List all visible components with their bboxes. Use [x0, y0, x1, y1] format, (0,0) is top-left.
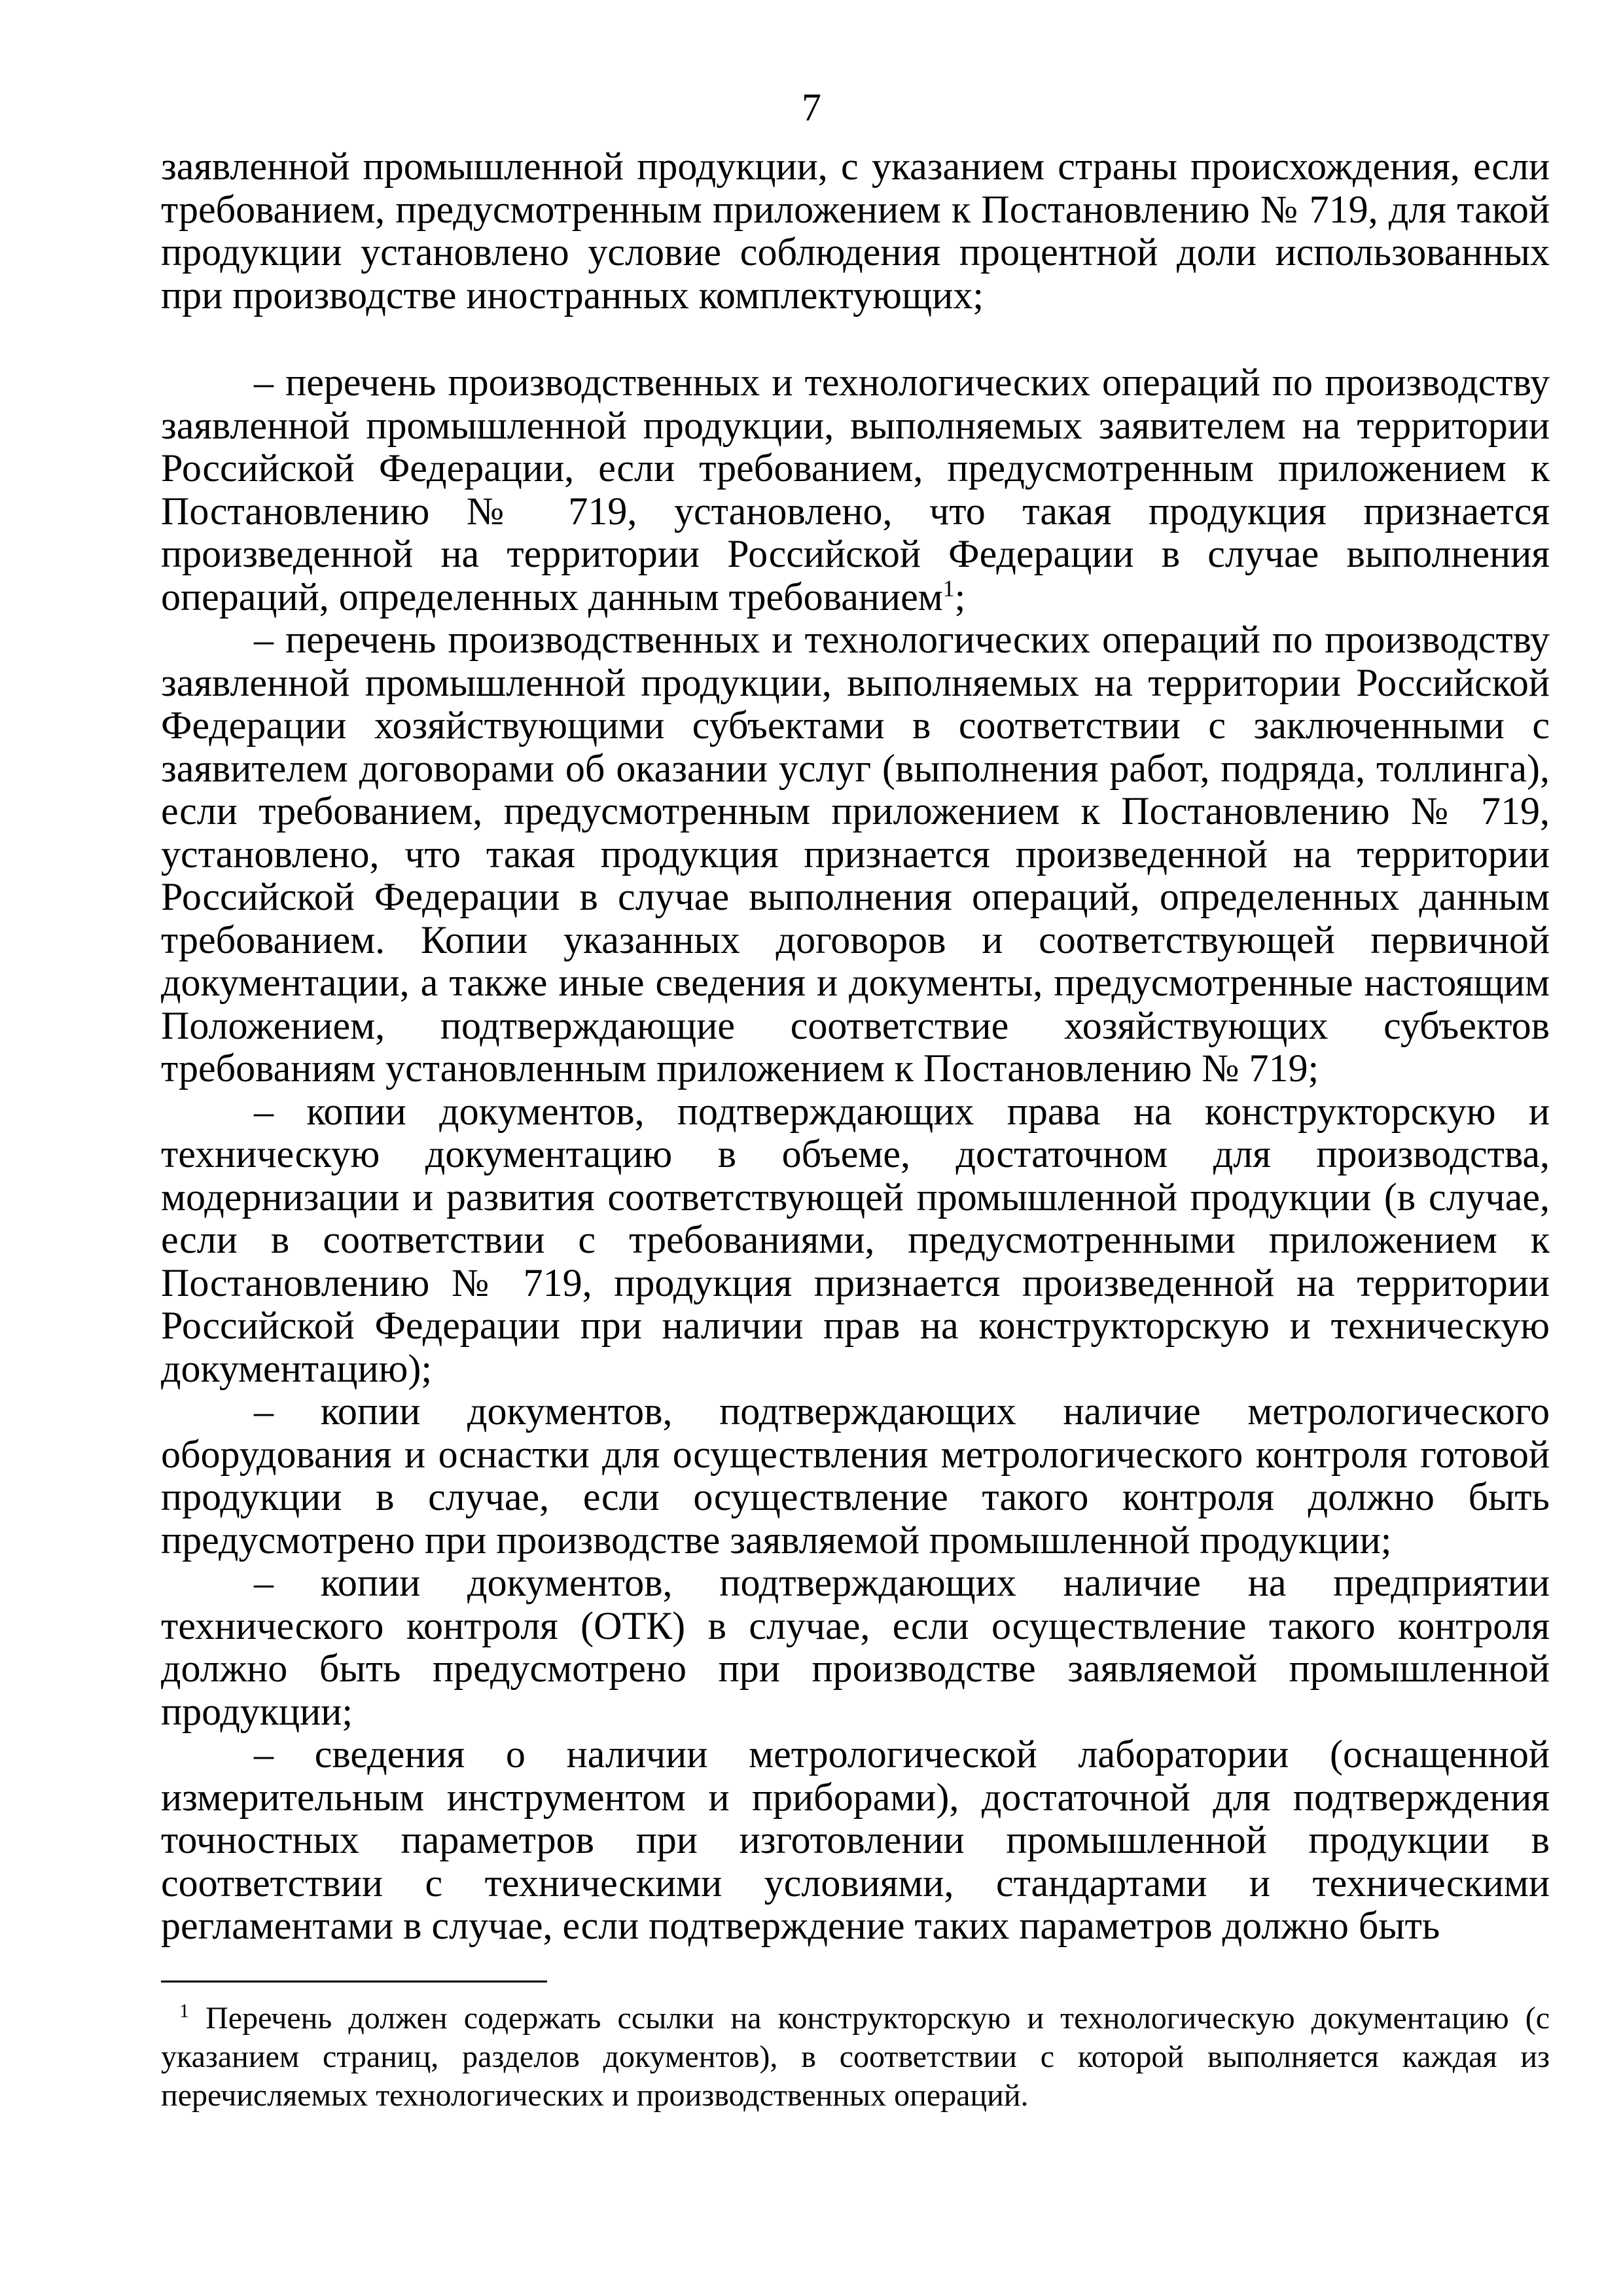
list-item-tail: ; [954, 575, 966, 619]
list-item-metrology-equipment: – копии документов, подтверждающих наличие метрологического оборудования и оснастки для осуществления метрологического контроля готовой продукции в случае, если осуществление такого контроля должно быть предусмотрено при производстве заявляемой промышленной продукции; [161, 1390, 1550, 1562]
footnote-marker: 1 [179, 2000, 189, 2022]
page-number: 7 [802, 86, 821, 129]
list-item-operations-by-contractors: – перечень производственных и технологических операций по производству заявленной промышленной продукции, выполняемых на территории Российской Федерации хозяйствующими субъектами в соответствии с заключенными с заявителем договорами об оказании услуг (выполнения работ, подряда, толлинга), если требованием, предусмотренным приложением к Постановлению № 719, установлено, что такая продукция признается произведенной на территории Российской Федерации в случае выполнения операций, определенных данным требованием. Копии указанных договоров и соответствующей первичной документации, а также иные сведения и документы, предусмотренные настоящим Положением, подтверждающие соответствие хозяйствующих субъектов требованиям установленным приложением к Постановлению № 719; [161, 618, 1550, 1090]
continuation-paragraph: заявленной промышленной продукции, с указанием страны происхождения, если требованием, предусмотренным приложением к Постановлению № 719, для такой продукции установлено условие соблюдения процентной доли использованных при производстве иностранных комплектующих; [161, 145, 1550, 317]
footnote-reference: 1 [942, 575, 955, 601]
list-item-operations-by-applicant [161, 361, 1550, 619]
list-item-technical-control: – копии документов, подтверждающих наличие на предприятии технического контроля (ОТК) в случае, если осуществление такого контроля должно быть предусмотрено при производстве заявляемой промышленной продукции; [161, 1561, 1550, 1733]
footnote [161, 1999, 1550, 2115]
list-item-metrology-laboratory: – сведения о наличии метрологической лаборатории (оснащенной измерительным инструментом и приборами), достаточной для подтверждения точностных параметров при изготовлении промышленной продукции в соответствии с техническими условиями, стандартами и техническими регламентами в случае, если подтверждение таких параметров должно быть [161, 1732, 1550, 1947]
document-body [161, 145, 1550, 1948]
list-item-design-documentation-rights: – копии документов, подтверждающих права на конструкторскую и техническую документацию в объеме, достаточном для производства, модернизации и развития соответствующей промышленной продукции (в случае, если в соответствии с требованиями, предусмотренными приложением к Постановлению № 719, продукция признается произведенной на территории Российской Федерации при наличии прав на конструкторскую и техническую документацию); [161, 1089, 1550, 1390]
list-item-text: – перечень производственных и технологических операций по производству заявленной промышленной продукции, выполняемых заявителем на территории Российской Федерации, если требованием, предусмотренным приложением к Постановлению № 719, установлено, что такая продукция признается произведенной на территории Российской Федерации в случае выполнения операций, определенных данным требованием [161, 361, 1550, 619]
footnote-text: Перечень должен содержать ссылки на конструкторскую и технологическую документацию (с указанием страниц, разделов документов), в соответствии с которой выполняется каждая из перечисляемых технологических и производственных операций. [161, 2001, 1550, 2113]
footnote-separator [161, 1981, 547, 1982]
